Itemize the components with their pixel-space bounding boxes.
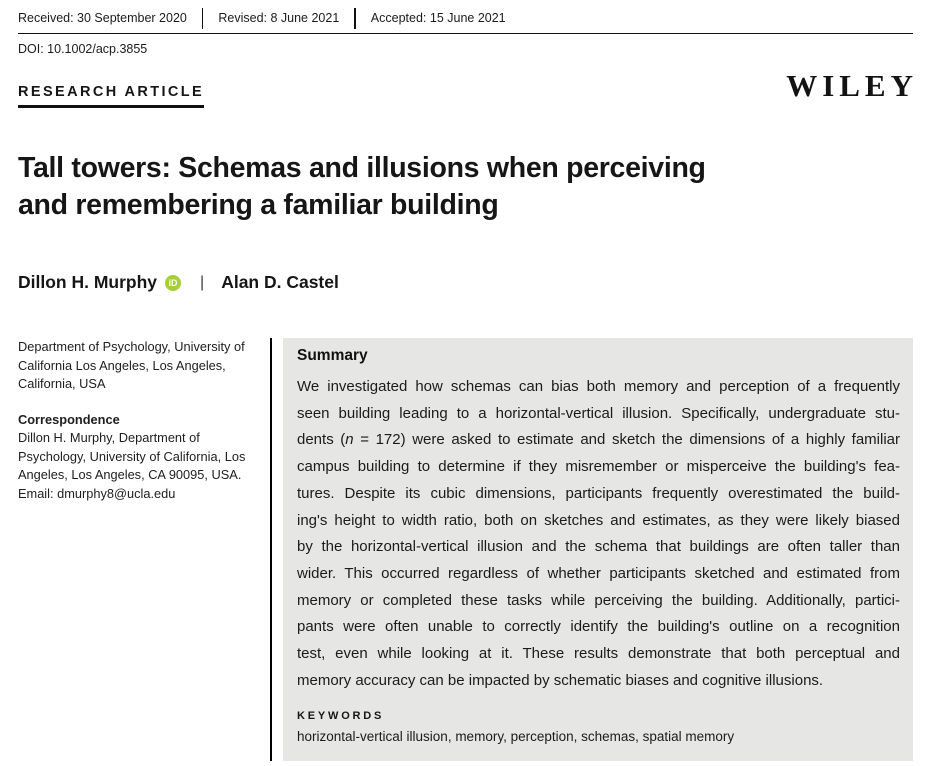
author-separator: | <box>200 273 205 291</box>
sidebar <box>18 338 270 761</box>
affiliation: Department of Psychology, University of California Los Angeles, Los Angeles, California, USA <box>18 339 245 391</box>
summary-line: seen building leading to a horizontal-vertical illusion. Specifically, undergraduate stu- <box>297 404 900 422</box>
summary-line-part: dents ( <box>297 431 346 449</box>
summary-line: by the horizontal-vertical illusion and the schema that buildings are often taller than <box>297 538 900 556</box>
keywords-text: horizontal-vertical illusion, memory, perception, schemas, spatial memory <box>297 729 735 745</box>
sample-size-variable: n <box>345 431 354 449</box>
article-type-row <box>18 68 918 108</box>
summary-line: memory or completed these tasks while perceiving the building. Additionally, partici- <box>297 591 900 609</box>
summary-line: test, even while looking at it. These results demonstrate that both perceptual and <box>297 645 900 663</box>
summary-line: memory accuracy can be impacted by schematic biases and cognitive illusions. <box>297 671 824 689</box>
correspondence-email: Email: dmurphy8@ucla.edu <box>18 485 176 501</box>
title-line-2: and remembering a familiar building <box>18 189 499 221</box>
summary-line-part: = 172) were asked to estimate and sketch the dimensions of a highly familiar <box>353 431 901 449</box>
title-line-1: Tall towers: Schemas and illusions when perceiving <box>18 152 706 184</box>
summary-line <box>297 427 900 454</box>
summary-line: tures. Despite its cubic dimensions, participants frequently overestimated the build- <box>297 484 900 502</box>
correspondence-heading: Correspondence <box>18 411 120 427</box>
summary-line: We investigated how schemas can bias both memory and perception of a frequently <box>297 378 900 395</box>
summary-heading: Summary <box>297 347 368 364</box>
orcid-icon[interactable]: iD <box>165 275 181 291</box>
summary-line: pants were often unable to correctly identify the building's outline on a recognition <box>297 618 900 636</box>
accepted-date: Accepted: 15 June 2021 <box>370 11 506 25</box>
author-alan-castel: Alan D. Castel <box>221 272 339 292</box>
article-type-label: RESEARCH ARTICLE <box>18 84 204 108</box>
wiley-logo: WILEY <box>786 68 918 103</box>
summary-body <box>297 374 900 694</box>
revised-date: Revised: 8 June 2021 <box>218 11 340 25</box>
summary-line: wider. This occurred regardless of whether participants sketched and estimated from <box>297 564 900 582</box>
page-title <box>18 150 913 224</box>
authors-row <box>18 272 913 293</box>
keywords-heading: KEYWORDS <box>297 710 385 723</box>
summary-line: campus building to determine if they misremember or misperceive the building's fea- <box>297 458 900 476</box>
correspondence-text: Dillon H. Murphy, Department of Psychology, University of California, Los Angeles, Los Angeles, CA 90095, USA. <box>18 430 246 482</box>
main-content <box>18 338 913 761</box>
doi: DOI: 10.1002/acp.3855 <box>18 42 148 56</box>
received-date: Received: 30 September 2020 <box>18 11 187 25</box>
column-divider <box>270 338 272 761</box>
header-rule <box>18 33 913 34</box>
summary-line: ing's height to width ratio, both on sketches and estimates, as they were likely biased <box>297 511 900 529</box>
dates-bar <box>18 7 913 29</box>
author-dillon-murphy: Dillon H. Murphy <box>18 272 158 292</box>
summary-box <box>283 338 913 761</box>
